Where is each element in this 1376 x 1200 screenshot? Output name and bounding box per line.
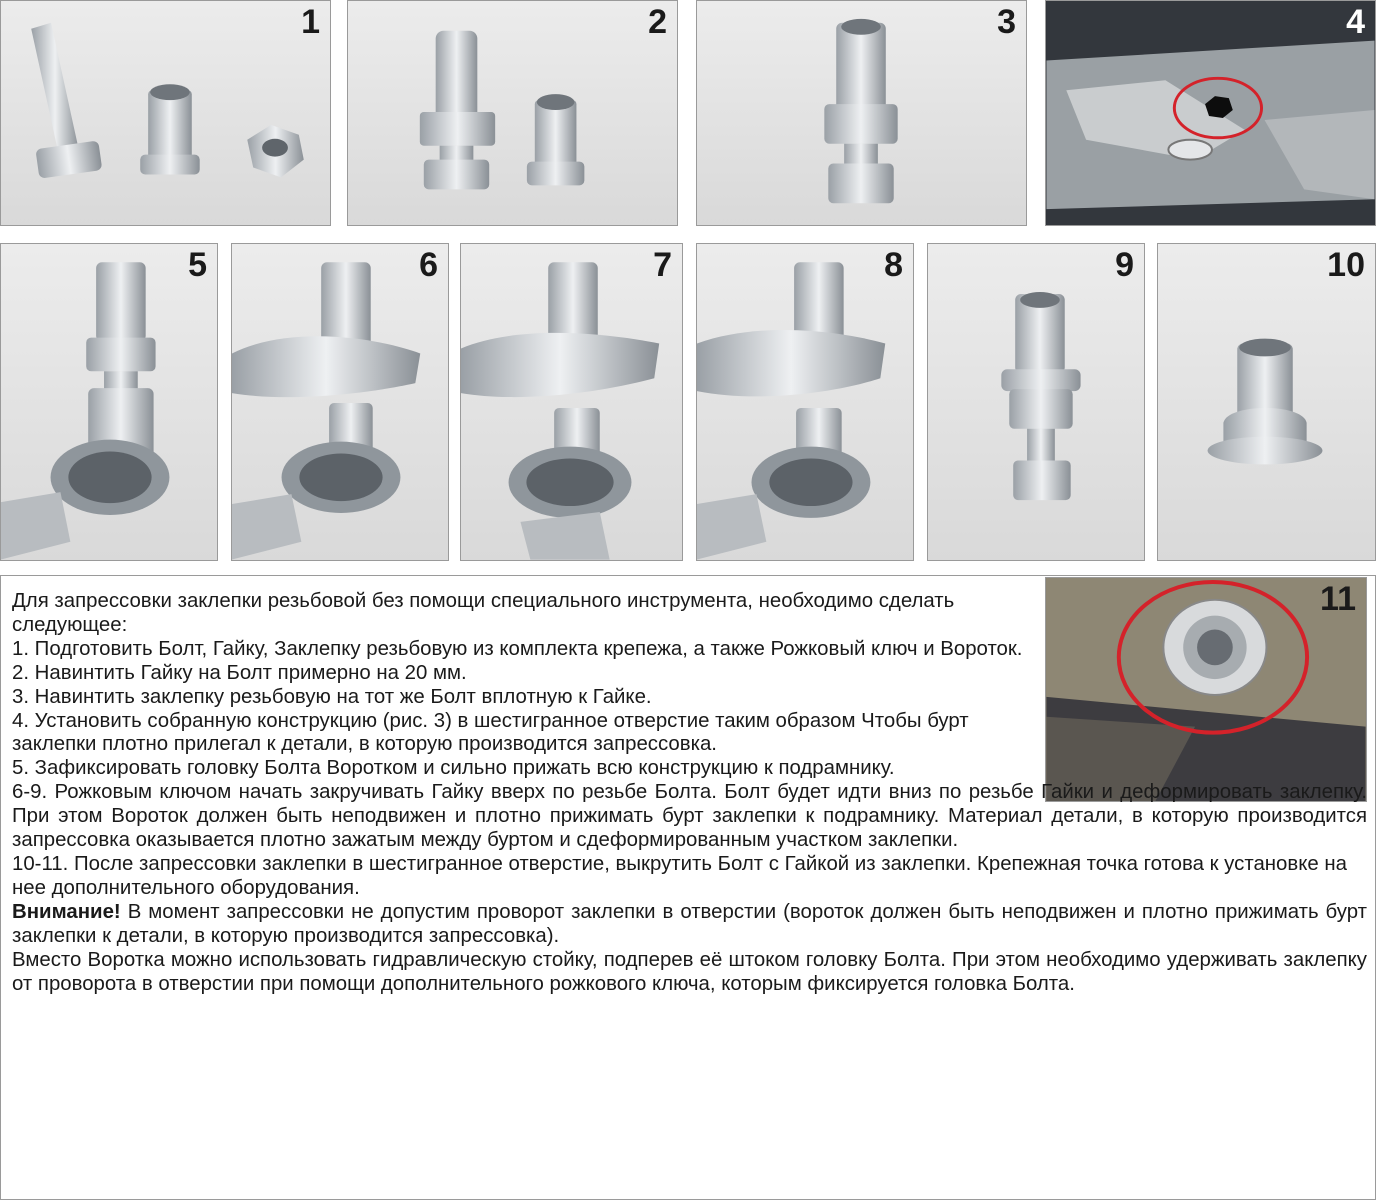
photo-panel-9 — [927, 243, 1145, 561]
panel-number: 7 — [653, 246, 672, 284]
photo-panel-8 — [696, 243, 914, 561]
photo-panel-10 — [1157, 243, 1376, 561]
step-1: 1. Подготовить Болт, Гайку, Заклепку резьбовую из комплекта крепежа, а также Рожковый ключ и Вороток. — [12, 637, 1023, 660]
wrench-on-nut-illustration — [232, 244, 448, 560]
panel-number: 3 — [997, 3, 1016, 41]
step-2: 2. Навинтить Гайку на Болт примерно на 20 мм. — [12, 661, 467, 684]
bolt-with-nut-illustration — [348, 1, 677, 225]
panel-number: 9 — [1115, 246, 1134, 284]
panel-number: 1 — [301, 3, 320, 41]
step-6-9: 6-9. Рожковым ключом начать закручивать Гайку вверх по резьбе Болта. Болт будет идти вниз по резьбе Гайки и деформировать заклепку. При этом Вороток должен быть неподвижен и плотно прижимать бурт заклепки к подрамнику. Материал детали, в которую производится запрессовка оказывается плотно зажатым между буртом и сдеформированным участком заклепки. — [12, 781, 1367, 852]
photo-panel-1 — [0, 0, 331, 226]
panel-number: 6 — [419, 246, 438, 284]
warning-text: В момент запрессовки не допустим проворот заклепки в отверстии (вороток должен быть неподвижен и плотно прижимать бурт заклепки к детали, в которую производится запрессовка). — [12, 900, 1367, 947]
bolt-nut-rivet-illustration — [1, 1, 330, 225]
wrench-turning-nut-illustration — [461, 244, 682, 560]
wrench-final-position-illustration — [697, 244, 913, 560]
photo-panel-3 — [696, 0, 1027, 226]
step-5: 5. Зафиксировать головку Болта Воротком и сильно прижать всю конструкцию к подрамнику. — [12, 757, 895, 780]
step-4: 4. Установить собранную конструкцию (рис. 3) в шестигранное отверстие таким образом Чтобы бурт заклепки плотно прилегал к детали, в которую производится запрессовка. — [12, 709, 969, 756]
warning-label: Внимание! — [12, 900, 121, 923]
step-3: 3. Навинтить заклепку резьбовую на тот же Болт вплотную к Гайке. — [12, 685, 652, 708]
alternative-paragraph: Вместо Воротка можно использовать гидравлическую стойку, подперев её штоком головку Болта. При этом необходимо удерживать заклепку от проворота в отверстии при помощи дополнительного рожкового ключа, которым фиксируется головка Болта. — [12, 948, 1367, 995]
panel-number: 8 — [884, 246, 903, 284]
photo-panel-4 — [1045, 0, 1376, 226]
panel-number: 10 — [1327, 246, 1365, 284]
photo-panel-6 — [231, 243, 449, 561]
wrench-and-rivet-illustration — [1, 244, 217, 560]
panel-number: 2 — [648, 3, 667, 41]
panel-number: 11 — [1320, 580, 1356, 618]
subframe-hex-hole-illustration — [1046, 1, 1375, 225]
panel-number: 5 — [188, 246, 207, 284]
instructions-text — [12, 590, 1367, 996]
photo-panel-7 — [460, 243, 683, 561]
photo-panel-5 — [0, 243, 218, 561]
assembled-rivet-illustration — [697, 1, 1026, 225]
pressed-rivet-illustration — [1158, 244, 1375, 560]
intro-paragraph: Для запрессовки заклепки резьбовой без помощи специального инструмента, необходимо сделать следующее: — [12, 590, 955, 636]
step-10-11: 10-11. После запрессовки заклепки в шестигранное отверстие, выкрутить Болт с Гайкой из заклепки. Крепежная точка готова к установке на нее дополнительного оборудования. — [12, 852, 1347, 899]
deformed-rivet-on-bolt-illustration — [928, 244, 1144, 560]
panel-number: 4 — [1346, 3, 1365, 41]
photo-panel-2 — [347, 0, 678, 226]
warning-paragraph — [12, 901, 1367, 949]
